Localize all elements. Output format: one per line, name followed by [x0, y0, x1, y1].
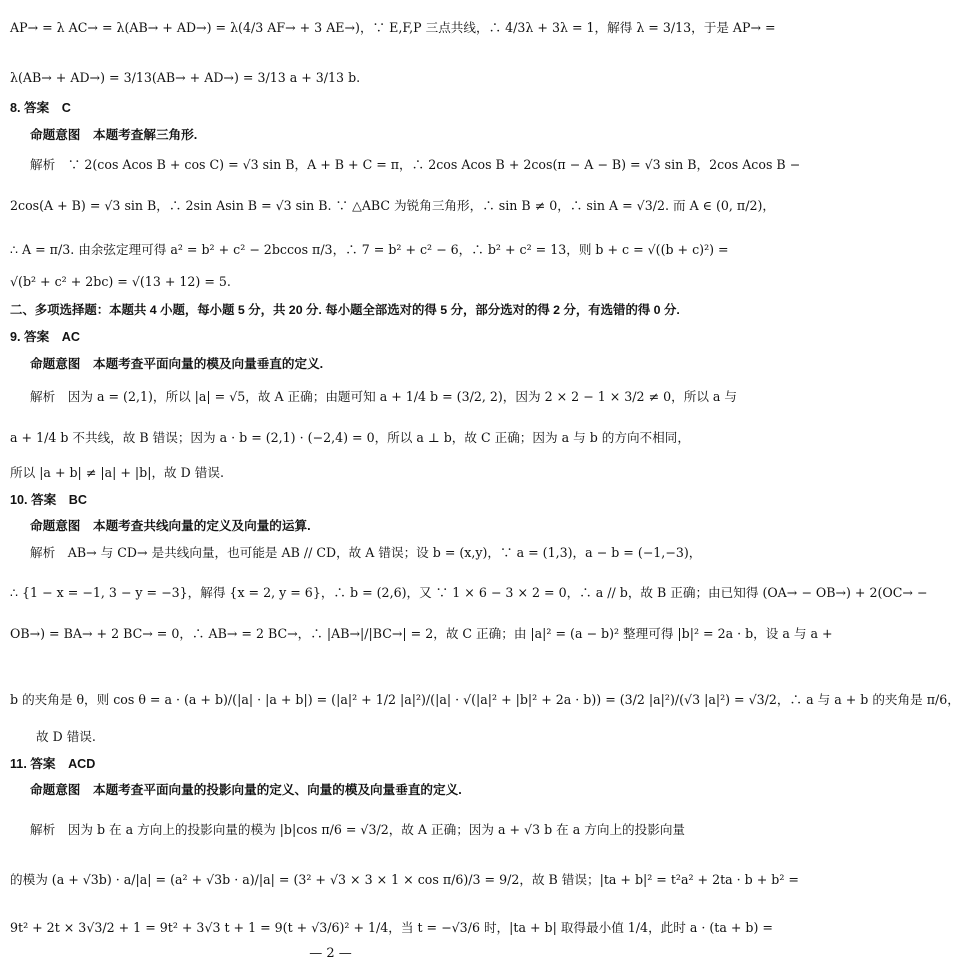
text-line-l20: 的模为 (a + √3b) · a/|a| = (a² + √3b · a)/|a| = (3² + √3 × 3 × 1 × cos π/6)/3 = 9/2，故 B 错误；|ta + b|² = t²a² + 2ta · b + b² =: [10, 872, 799, 887]
text-line-q9: 9. 答案 AC: [10, 330, 80, 344]
text-line-l8: 命题意图 本题考查平面向量的模及向量垂直的定义.: [30, 357, 324, 371]
text-line-q11: 11. 答案 ACD: [10, 757, 96, 771]
text-line-l19: 解析 因为 b 在 a 方向上的投影向量的模为 |b|cos π/6 = √3/2，故 A 正确；因为 a + √3 b 在 a 方向上的投影向量: [30, 822, 686, 837]
text-line-l4: 解析 ∵ 2(cos Acos B + cos C) = √3 sin B，A + B + C = π，∴ 2cos Acos B + 2cos(π − A − B) = √3 sin B，2cos Acos B −: [30, 157, 801, 172]
text-line-l12: 命题意图 本题考查共线向量的定义及向量的运算.: [30, 519, 311, 533]
text-line-l16: b 的夹角是 θ，则 cos θ = a · (a + b)/(|a| · |a + b|) = (|a|² + 1/2 |a|²)/(|a| · √(|a|² + |b|² + 2a · b)) = (3/2 |a|²)/(√3 |a|²) = √3/2，∴ a 与 a + b 的夹角是 π/6，: [10, 692, 960, 707]
text-line-q8: 8. 答案 C: [10, 101, 71, 115]
text-line-l9: 解析 因为 a = (2,1)，所以 |a| = √5，故 A 正确；由题可知 a + 1/4 b = (3/2, 2)，因为 2 × 2 − 1 × 3/2 ≠ 0，所以 a 与: [30, 389, 738, 404]
text-line-l3: 命题意图 本题考查解三角形.: [30, 128, 198, 142]
text-line-sec2: 二、多项选择题：本题共 4 小题，每小题 5 分，共 20 分. 每小题全部选对的得 5 分，部分选对的得 2 分，有选错的得 0 分.: [10, 303, 680, 317]
page-number: — 2 —: [309, 946, 352, 961]
text-line-q10: 10. 答案 BC: [10, 493, 87, 507]
text-line-l7: √(b² + c² + 2bc) = √(13 + 12) = 5.: [10, 274, 231, 289]
text-line-l10: a + 1/4 b 不共线，故 B 错误；因为 a · b = (2,1) · (−2,4) = 0，所以 a ⊥ b，故 C 正确；因为 a 与 b 的方向不相同，: [10, 430, 690, 445]
text-line-l1: AP→ = λ AC→ = λ(AB→ + AD→) = λ(4/3 AF→ + 3 AE→)，∵ E,F,P 三点共线，∴ 4/3λ + 3λ = 1，解得 λ = 3/13，于是 AP→ =: [10, 20, 776, 35]
text-line-l18: 命题意图 本题考查平面向量的投影向量的定义、向量的模及向量垂直的定义.: [30, 783, 462, 797]
text-line-l11: 所以 |a + b| ≠ |a| + |b|，故 D 错误.: [10, 465, 224, 480]
text-line-l14: ∴ {1 − x = −1, 3 − y = −3}，解得 {x = 2, y = 6}，∴ b = (2,6)，又 ∵ 1 × 6 − 3 × 2 = 0，∴ a // b，故 B 正确；由已知得 (OA→ − OB→) + 2(OC→ −: [10, 585, 928, 600]
text-line-l6: ∴ A = π/3. 由余弦定理可得 a² = b² + c² − 2bccos π/3，∴ 7 = b² + c² − 6，∴ b² + c² = 13，则 b + c = √((b + c)²) =: [10, 242, 729, 257]
text-line-l21: 9t² + 2t × 3√3/2 + 1 = 9t² + 3√3 t + 1 = 9(t + √3/6)² + 1/4，当 t = −√3/6 时，|ta + b| 取得最小值 1/4，此时 a · (ta + b) =: [10, 920, 773, 935]
text-line-l17: 故 D 错误.: [36, 729, 96, 744]
text-line-l5: 2cos(A + B) = √3 sin B，∴ 2sin Asin B = √3 sin B. ∵ △ABC 为锐角三角形，∴ sin B ≠ 0，∴ sin A = √3/2. 而 A ∈ (0, π/2)，: [10, 198, 775, 213]
text-line-l2: λ(AB→ + AD→) = 3/13(AB→ + AD→) = 3/13 a + 3/13 b.: [10, 70, 361, 85]
text-line-l13: 解析 AB→ 与 CD→ 是共线向量，也可能是 AB // CD，故 A 错误；设 b = (x,y)，∵ a = (1,3)，a − b = (−1,−3)，: [30, 545, 702, 560]
text-line-l15: OB→) = BA→ + 2 BC→ = 0，∴ AB→ = 2 BC→，∴ |AB→|/|BC→| = 2，故 C 正确；由 |a|² = (a − b)² 整理可得 |b|² = 2a · b，设 a 与 a +: [10, 626, 833, 641]
